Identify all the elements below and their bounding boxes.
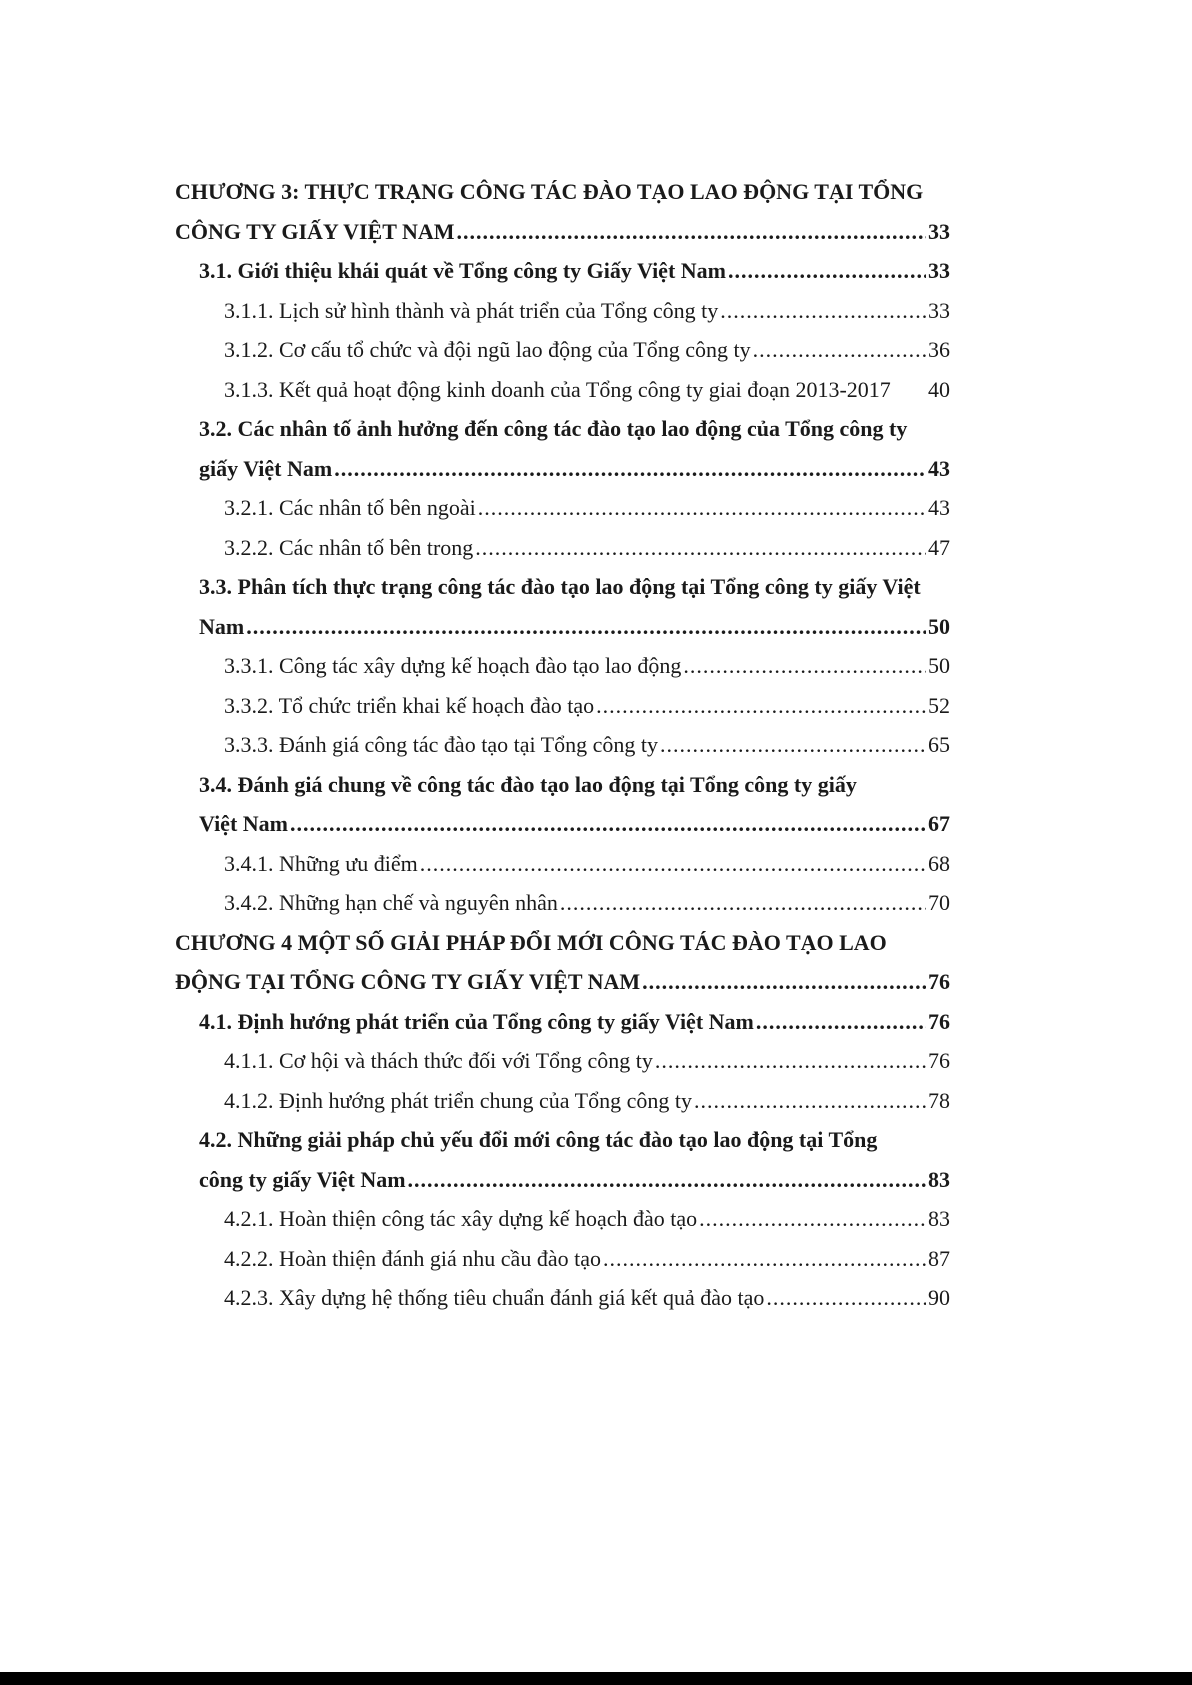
dot-leader xyxy=(683,646,926,686)
dot-leader xyxy=(694,1081,926,1121)
toc-entry[interactable] xyxy=(175,212,950,252)
toc-page-number: 78 xyxy=(928,1087,950,1113)
dot-leader xyxy=(603,1239,926,1279)
toc-entry[interactable] xyxy=(175,251,950,291)
toc-entry-title: Việt Nam xyxy=(199,811,288,836)
toc-page-number: 68 xyxy=(928,850,950,876)
dot-leader xyxy=(756,1002,926,1042)
toc-entry[interactable] xyxy=(175,291,950,331)
toc-page-number: 76 xyxy=(928,1008,950,1034)
dot-leader xyxy=(246,607,926,647)
toc-entry[interactable] xyxy=(175,962,950,1002)
toc-page-number: 83 xyxy=(928,1206,950,1231)
dot-leader xyxy=(720,291,926,331)
toc-entry-title: ĐỘNG TẠI TỔNG CÔNG TY GIẤY VIỆT NAM xyxy=(175,969,641,994)
toc-page-number: 52 xyxy=(928,692,950,718)
dot-leader xyxy=(560,883,926,923)
bottom-edge-bar xyxy=(0,1672,1192,1685)
toc-entry-title: công ty giấy Việt Nam xyxy=(199,1166,406,1192)
toc-page-number: 43 xyxy=(928,455,950,481)
toc-entry-title: CHƯƠNG 3: THỰC TRẠNG CÔNG TÁC ĐÀO TẠO LAO ĐỘNG TẠI TỔNG xyxy=(175,179,924,204)
toc-entry[interactable] xyxy=(175,686,950,726)
toc-entry[interactable] xyxy=(175,844,950,884)
toc-entry-title: giấy Việt Nam xyxy=(199,455,333,481)
dot-leader xyxy=(655,1041,926,1081)
toc-entry-title: 4.2. Những giải pháp chủ yếu đổi mới công tác đào tạo lao động tại Tổng xyxy=(199,1127,878,1152)
toc-entry[interactable] xyxy=(175,488,950,528)
toc-entry-title: 3.3.3. Đánh giá công tác đào tạo tại Tổng công ty xyxy=(224,732,658,757)
toc-page-number: 40 xyxy=(928,376,950,402)
toc-entry[interactable] xyxy=(175,1278,950,1318)
toc-entry-title: Nam xyxy=(199,613,245,639)
toc-entry[interactable] xyxy=(175,1199,950,1239)
toc-entry[interactable] xyxy=(175,528,950,568)
toc-entry-title: 3.1.1. Lịch sử hình thành và phát triển của Tổng công ty xyxy=(224,297,719,323)
toc-entry-title: 3.3.1. Công tác xây dựng kế hoạch đào tạo lao động xyxy=(224,653,682,678)
dot-leader xyxy=(753,330,926,370)
toc-entry[interactable] xyxy=(175,1041,950,1081)
toc-entry-title: 4.2.3. Xây dựng hệ thống tiêu chuẩn đánh giá kết quả đào tạo xyxy=(224,1285,765,1310)
toc-entry-title: CHƯƠNG 4 MỘT SỐ GIẢI PHÁP ĐỔI MỚI CÔNG TÁC ĐÀO TẠO LAO xyxy=(175,929,887,955)
toc-page-number: 65 xyxy=(928,732,950,757)
toc-page-number: 90 xyxy=(928,1285,950,1310)
dot-leader xyxy=(660,725,926,765)
toc-page-number: 33 xyxy=(928,218,950,244)
toc-entry[interactable] xyxy=(175,1002,950,1042)
table-of-contents xyxy=(175,172,950,1318)
toc-entry-title: 3.2.2. Các nhân tố bên trong xyxy=(224,534,474,560)
toc-entry[interactable] xyxy=(175,804,950,844)
dot-leader xyxy=(475,528,926,568)
toc-entry-title: 3.4.2. Những hạn chế và nguyên nhân xyxy=(224,890,558,915)
toc-entry-title: 4.2.2. Hoàn thiện đánh giá nhu cầu đào tạo xyxy=(224,1245,601,1271)
toc-entry[interactable] xyxy=(175,370,950,410)
dot-leader xyxy=(290,804,926,844)
dot-leader xyxy=(699,1199,926,1239)
toc-entry[interactable] xyxy=(175,449,950,489)
toc-page-number: 50 xyxy=(928,653,950,678)
toc-page-number: 36 xyxy=(928,337,950,362)
dot-leader xyxy=(334,449,926,489)
toc-entry[interactable] xyxy=(175,725,950,765)
dot-leader xyxy=(642,962,926,1002)
toc-entry[interactable] xyxy=(175,883,950,923)
toc-entry-line[interactable] xyxy=(175,923,950,963)
dot-leader xyxy=(728,251,926,291)
dot-leader xyxy=(408,1160,926,1200)
toc-entry-title: 4.1.1. Cơ hội và thách thức đối với Tổng công ty xyxy=(224,1048,653,1073)
toc-entry[interactable] xyxy=(175,1081,950,1121)
toc-entry-title: CÔNG TY GIẤY VIỆT NAM xyxy=(175,218,455,244)
toc-page-number: 76 xyxy=(928,969,950,994)
toc-page-number: 50 xyxy=(928,613,950,639)
toc-entry-line[interactable] xyxy=(175,409,950,449)
toc-entry-title: 3.4. Đánh giá chung về công tác đào tạo lao động tại Tổng công ty giấy xyxy=(199,771,857,797)
toc-page-number: 43 xyxy=(928,495,950,520)
toc-entry-line[interactable] xyxy=(175,1120,950,1160)
toc-entry-title: 3.1.3. Kết quả hoạt động kinh doanh của Tổng công ty giai đoạn 2013-2017 xyxy=(224,376,891,402)
dot-leader xyxy=(478,488,926,528)
toc-page-number: 87 xyxy=(928,1245,950,1271)
toc-entry-title: 3.3. Phân tích thực trạng công tác đào tạo lao động tại Tổng công ty giấy Việt xyxy=(199,574,921,599)
dot-leader xyxy=(596,686,926,726)
toc-page-number: 83 xyxy=(928,1166,950,1192)
toc-entry-title: 3.2.1. Các nhân tố bên ngoài xyxy=(224,495,476,520)
toc-entry-line[interactable] xyxy=(175,567,950,607)
toc-entry-line[interactable] xyxy=(175,172,950,212)
toc-entry[interactable] xyxy=(175,330,950,370)
dot-leader xyxy=(420,844,926,884)
toc-entry[interactable] xyxy=(175,1239,950,1279)
toc-entry-title: 3.1.2. Cơ cấu tổ chức và đội ngũ lao động của Tổng công ty xyxy=(224,337,751,362)
toc-page-number: 47 xyxy=(928,534,950,560)
toc-entry-title: 4.1.2. Định hướng phát triển chung của Tổng công ty xyxy=(224,1087,692,1113)
toc-entry[interactable] xyxy=(175,1160,950,1200)
toc-page-number: 70 xyxy=(928,890,950,915)
toc-entry-title: 3.2. Các nhân tố ảnh hưởng đến công tác đào tạo lao động của Tổng công ty xyxy=(199,416,908,441)
dot-leader xyxy=(457,212,926,252)
toc-entry-title: 3.4.1. Những ưu điểm xyxy=(224,850,418,876)
toc-page-number: 33 xyxy=(928,297,950,323)
toc-page-number: 76 xyxy=(928,1048,950,1073)
toc-entry-title: 3.3.2. Tổ chức triển khai kế hoạch đào tạo xyxy=(224,692,595,718)
toc-entry-line[interactable] xyxy=(175,765,950,805)
toc-page-number: 67 xyxy=(928,811,950,836)
toc-entry-title: 3.1. Giới thiệu khái quát về Tổng công ty Giấy Việt Nam xyxy=(199,258,726,283)
toc-entry-title: 4.1. Định hướng phát triển của Tổng công ty giấy Việt Nam xyxy=(199,1008,754,1034)
toc-entry[interactable] xyxy=(175,607,950,647)
toc-entry[interactable] xyxy=(175,646,950,686)
dot-leader xyxy=(766,1278,926,1318)
toc-page-number: 33 xyxy=(928,258,950,283)
toc-entry-title: 4.2.1. Hoàn thiện công tác xây dựng kế hoạch đào tạo xyxy=(224,1206,698,1231)
